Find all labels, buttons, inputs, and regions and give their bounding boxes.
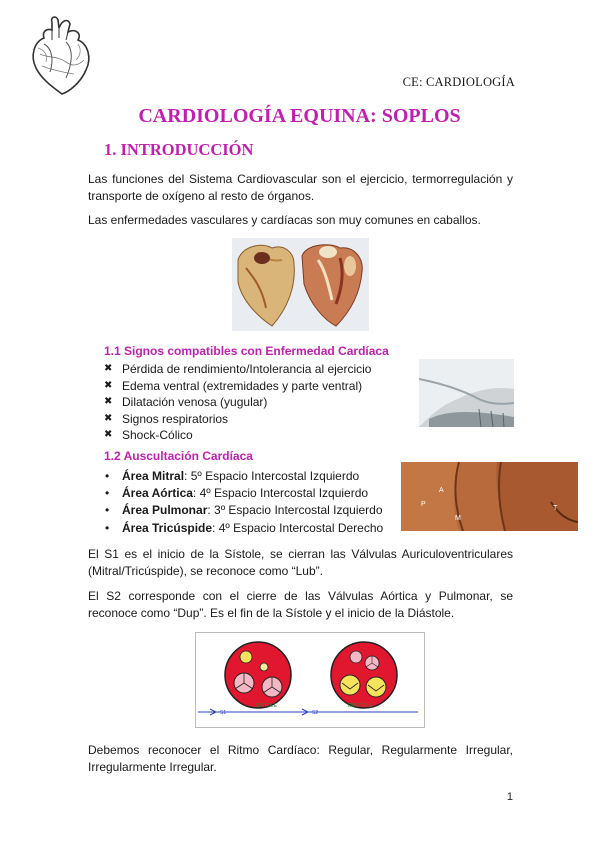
auscultation-areas-photo: [401, 462, 578, 531]
list-item: ✖ Signos respiratorios: [104, 411, 229, 426]
bullet-icon: •: [105, 469, 110, 483]
cross-bullet-icon: ✖: [104, 412, 113, 424]
edema-photo: [419, 359, 514, 427]
intro-paragraph-1: Las funciones del Sistema Cardiovascular son el ejercicio, termorregulación y transporte de oxígeno al resto de órganos.: [88, 172, 513, 203]
list-item: ✖ Edema ventral (extremidades y parte ventral): [104, 378, 363, 393]
auscultation-list: [104, 468, 383, 537]
list-item: ✖ Shock-Cólico: [104, 428, 193, 443]
s2-paragraph: El S2 corresponde con el cierre de las Válvulas Aórtica y Pulmonar, se reconoce como “Dup”. Es el fin de la Sístole y el inicio de la Diástole.: [88, 589, 513, 620]
list-item: • Área Pulmonar: 3º Espacio Intercostal Izquierdo: [104, 502, 383, 519]
bullet-icon: •: [105, 520, 110, 535]
list-item: • Área Mitral: 5º Espacio Intercostal Izquierdo: [104, 468, 383, 485]
subsection-heading-auscultacion: 1.2 Auscultación Cardíaca: [104, 449, 253, 463]
heart-logo: [22, 14, 100, 96]
diagram-label-diastole: DIASTOLE: [348, 703, 373, 709]
photo-label-a: A: [439, 487, 444, 494]
list-item: • Área Tricúspide: 4º Espacio Intercostal Derecho: [104, 520, 383, 537]
diagram-label-sistole: SISTOLE: [256, 703, 278, 709]
cross-bullet-icon: ✖: [104, 363, 113, 374]
bullet-icon: •: [105, 486, 110, 501]
page-title: CARDIOLOGÍA EQUINA: SOPLOS: [138, 105, 461, 127]
photo-label-t: T: [553, 505, 558, 512]
list-item: • Área Aórtica: 4º Espacio Intercostal Izquierdo: [104, 485, 383, 502]
page-number: 1: [506, 791, 513, 803]
intro-paragraph-2: Las enfermedades vasculares y cardíacas son muy comunes en caballos.: [88, 213, 481, 227]
valve-cycle-diagram: [195, 632, 425, 728]
cross-bullet-icon: ✖: [104, 379, 113, 391]
photo-label-p: P: [421, 501, 426, 508]
s1-paragraph: El S1 es el inicio de la Sístole, se cierran las Válvulas Auriculoventriculares (Mitral/Tricúspide), se reconoce como “Lub”.: [88, 547, 513, 578]
bullet-icon: •: [105, 503, 110, 518]
diagram-label-s2: S2: [312, 710, 319, 716]
signs-list: [104, 361, 371, 444]
cross-bullet-icon: ✖: [104, 396, 113, 408]
list-item: ✖ Pérdida de rendimiento/Intolerancia al ejercicio: [104, 362, 372, 376]
photo-label-m: M: [455, 515, 461, 522]
section-heading-introduccion: 1. INTRODUCCIÓN: [104, 140, 254, 159]
subsection-heading-signos: 1.1 Signos compatibles con Enfermedad Cardíaca: [104, 344, 389, 358]
cross-bullet-icon: ✖: [104, 429, 113, 441]
header-subject: CE: CARDIOLOGÍA: [402, 75, 515, 89]
ritmo-paragraph: Debemos reconocer el Ritmo Cardíaco: Regular, Regularmente Irregular, Irregularmente Irregular.: [88, 743, 513, 774]
list-item: ✖ Dilatación venosa (yugular): [104, 395, 268, 410]
heart-anatomy-photo: [232, 238, 369, 331]
diagram-label-s1: S1: [220, 710, 227, 716]
